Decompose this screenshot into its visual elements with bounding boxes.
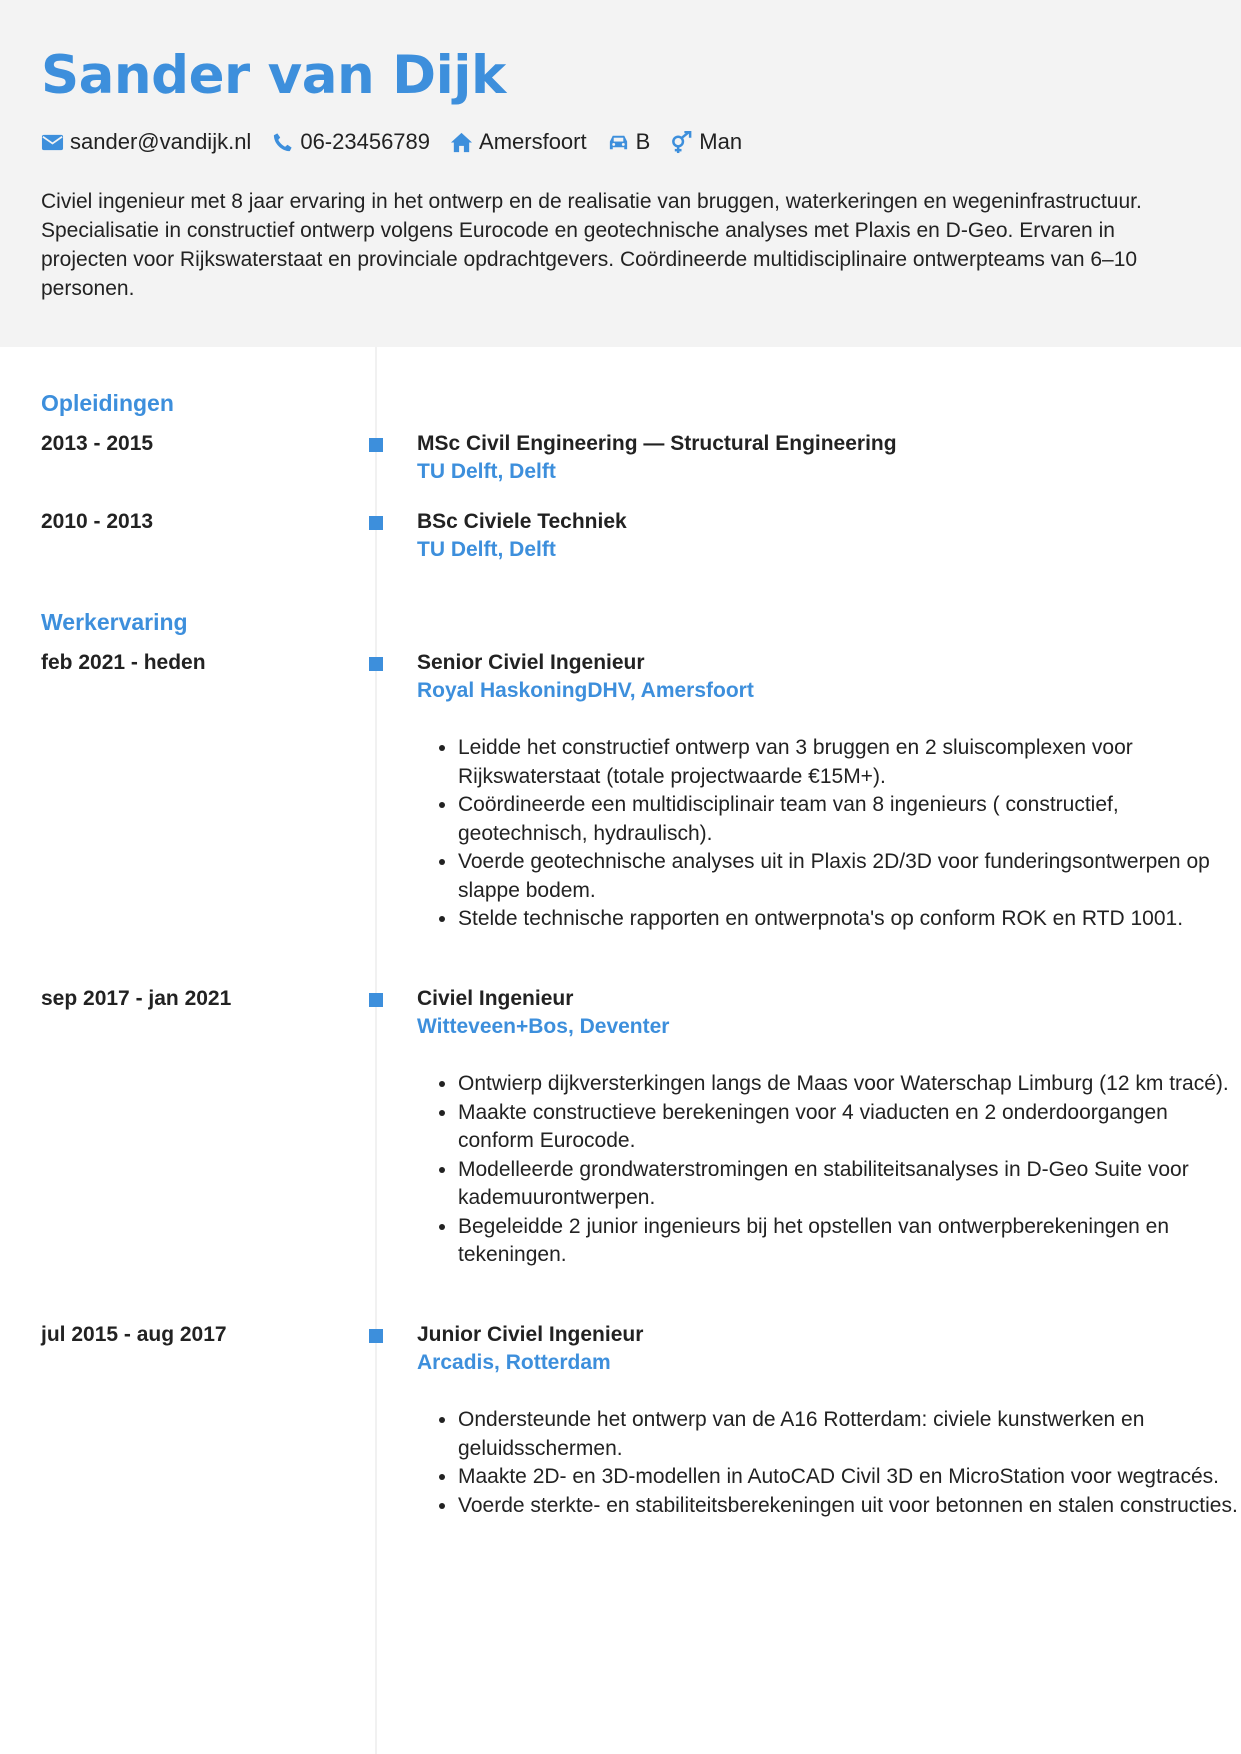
home-icon <box>450 131 473 154</box>
car-icon <box>607 131 630 154</box>
timeline-marker <box>369 1329 383 1343</box>
contact-row <box>41 126 762 158</box>
timeline-marker <box>369 438 383 452</box>
list-item: • Coördineerde een multidisciplinair team van 8 ingenieurs ( constructief, geotechnisch, hydraulisch). <box>458 791 1238 848</box>
entry-school: TU Delft, Delft <box>417 538 556 561</box>
gender-icon <box>670 131 693 154</box>
contact-location-text: Amersfoort <box>479 129 587 154</box>
contact-gender-text: Man <box>699 129 743 154</box>
timeline-divider <box>375 347 377 1754</box>
entry-degree: BSc Civiele Techniek <box>417 510 627 533</box>
contact-gender <box>670 129 742 155</box>
entry-role: Senior Civiel Ingenieur <box>417 651 645 674</box>
list-item: • Stelde technische rapporten en ontwerpnota's op conform ROK en RTD 1001. <box>458 905 1238 934</box>
list-item: • Ondersteunde het ontwerp van de A16 Rotterdam: civiele kunstwerken en geluidsschermen. <box>458 1406 1238 1463</box>
entry-company: Arcadis, Rotterdam <box>417 1351 611 1374</box>
list-item: • Begeleidde 2 junior ingenieurs bij het opstellen van ontwerpberekeningen en tekeningen. <box>458 1213 1238 1270</box>
contact-location <box>450 129 587 155</box>
list-item: • Voerde sterkte- en stabiliteitsberekeningen uit voor betonnen en stalen constructies. <box>458 1492 1238 1521</box>
responsibility-list <box>417 734 1238 934</box>
entry-school: TU Delft, Delft <box>417 460 556 483</box>
entry-company: Royal HaskoningDHV, Amersfoort <box>417 679 754 702</box>
entry-role: Civiel Ingenieur <box>417 987 574 1010</box>
section-title-experience: Werkervaring <box>41 609 188 635</box>
section-title-education: Opleidingen <box>41 390 174 416</box>
list-item: • Maakte constructieve berekeningen voor 4 viaducten en 2 onderdoorgangen conform Eurocode. <box>458 1099 1238 1156</box>
entry-date: feb 2021 - heden <box>41 651 206 674</box>
header <box>0 0 1241 347</box>
entry-date: jul 2015 - aug 2017 <box>41 1323 227 1346</box>
entry-degree: MSc Civil Engineering — Structural Engineering <box>417 432 897 455</box>
list-item: • Leidde het constructief ontwerp van 3 bruggen en 2 sluiscomplexen voor Rijkswaterstaat (totale projectwaarde €15M+). <box>458 734 1238 791</box>
responsibility-list <box>417 1070 1238 1270</box>
list-item: • Ontwierp dijkversterkingen langs de Maas voor Waterschap Limburg (12 km tracé). <box>458 1070 1238 1099</box>
entry-date: 2010 - 2013 <box>41 510 154 533</box>
list-item: • Voerde geotechnische analyses uit in Plaxis 2D/3D voor funderingsontwerpen op slappe bodem. <box>458 848 1238 905</box>
timeline-marker <box>369 993 383 1007</box>
contact-email-text: sander@vandijk.nl <box>70 129 252 154</box>
contact-license <box>607 129 651 155</box>
entry-company: Witteveen+Bos, Deventer <box>417 1015 670 1038</box>
contact-phone-text: 06-23456789 <box>300 129 431 154</box>
envelope-icon <box>41 131 64 154</box>
candidate-name: Sander van Dijk <box>41 45 506 106</box>
timeline-marker <box>369 657 383 671</box>
profile-summary: Civiel ingenieur met 8 jaar ervaring in het ontwerp en de realisatie van bruggen, waterkeringen en wegeninfrastructuur. Specialisatie in constructief ontwerp volgens Eurocode en geotechnische analyses met Plaxis en D-Geo. Ervaren in projecten voor Rijkswaterstaat en provinciale opdrachtgevers. Coördineerde multidisciplinaire ontwerpteams van 6–10 personen. <box>41 190 1142 300</box>
entry-role: Junior Civiel Ingenieur <box>417 1323 644 1346</box>
contact-license-text: B <box>635 129 651 154</box>
list-item: • Modelleerde grondwaterstromingen en stabiliteitsanalyses in D-Geo Suite voor kademuurontwerpen. <box>458 1156 1238 1213</box>
list-item: • Maakte 2D- en 3D-modellen in AutoCAD Civil 3D en MicroStation voor wegtracés. <box>458 1463 1238 1492</box>
entry-date: 2013 - 2015 <box>41 432 154 455</box>
responsibility-list <box>417 1406 1238 1520</box>
contact-email[interactable] <box>41 129 251 155</box>
entry-date: sep 2017 - jan 2021 <box>41 987 232 1010</box>
timeline-marker <box>369 516 383 530</box>
phone-icon <box>271 131 294 154</box>
contact-phone[interactable] <box>271 129 430 155</box>
